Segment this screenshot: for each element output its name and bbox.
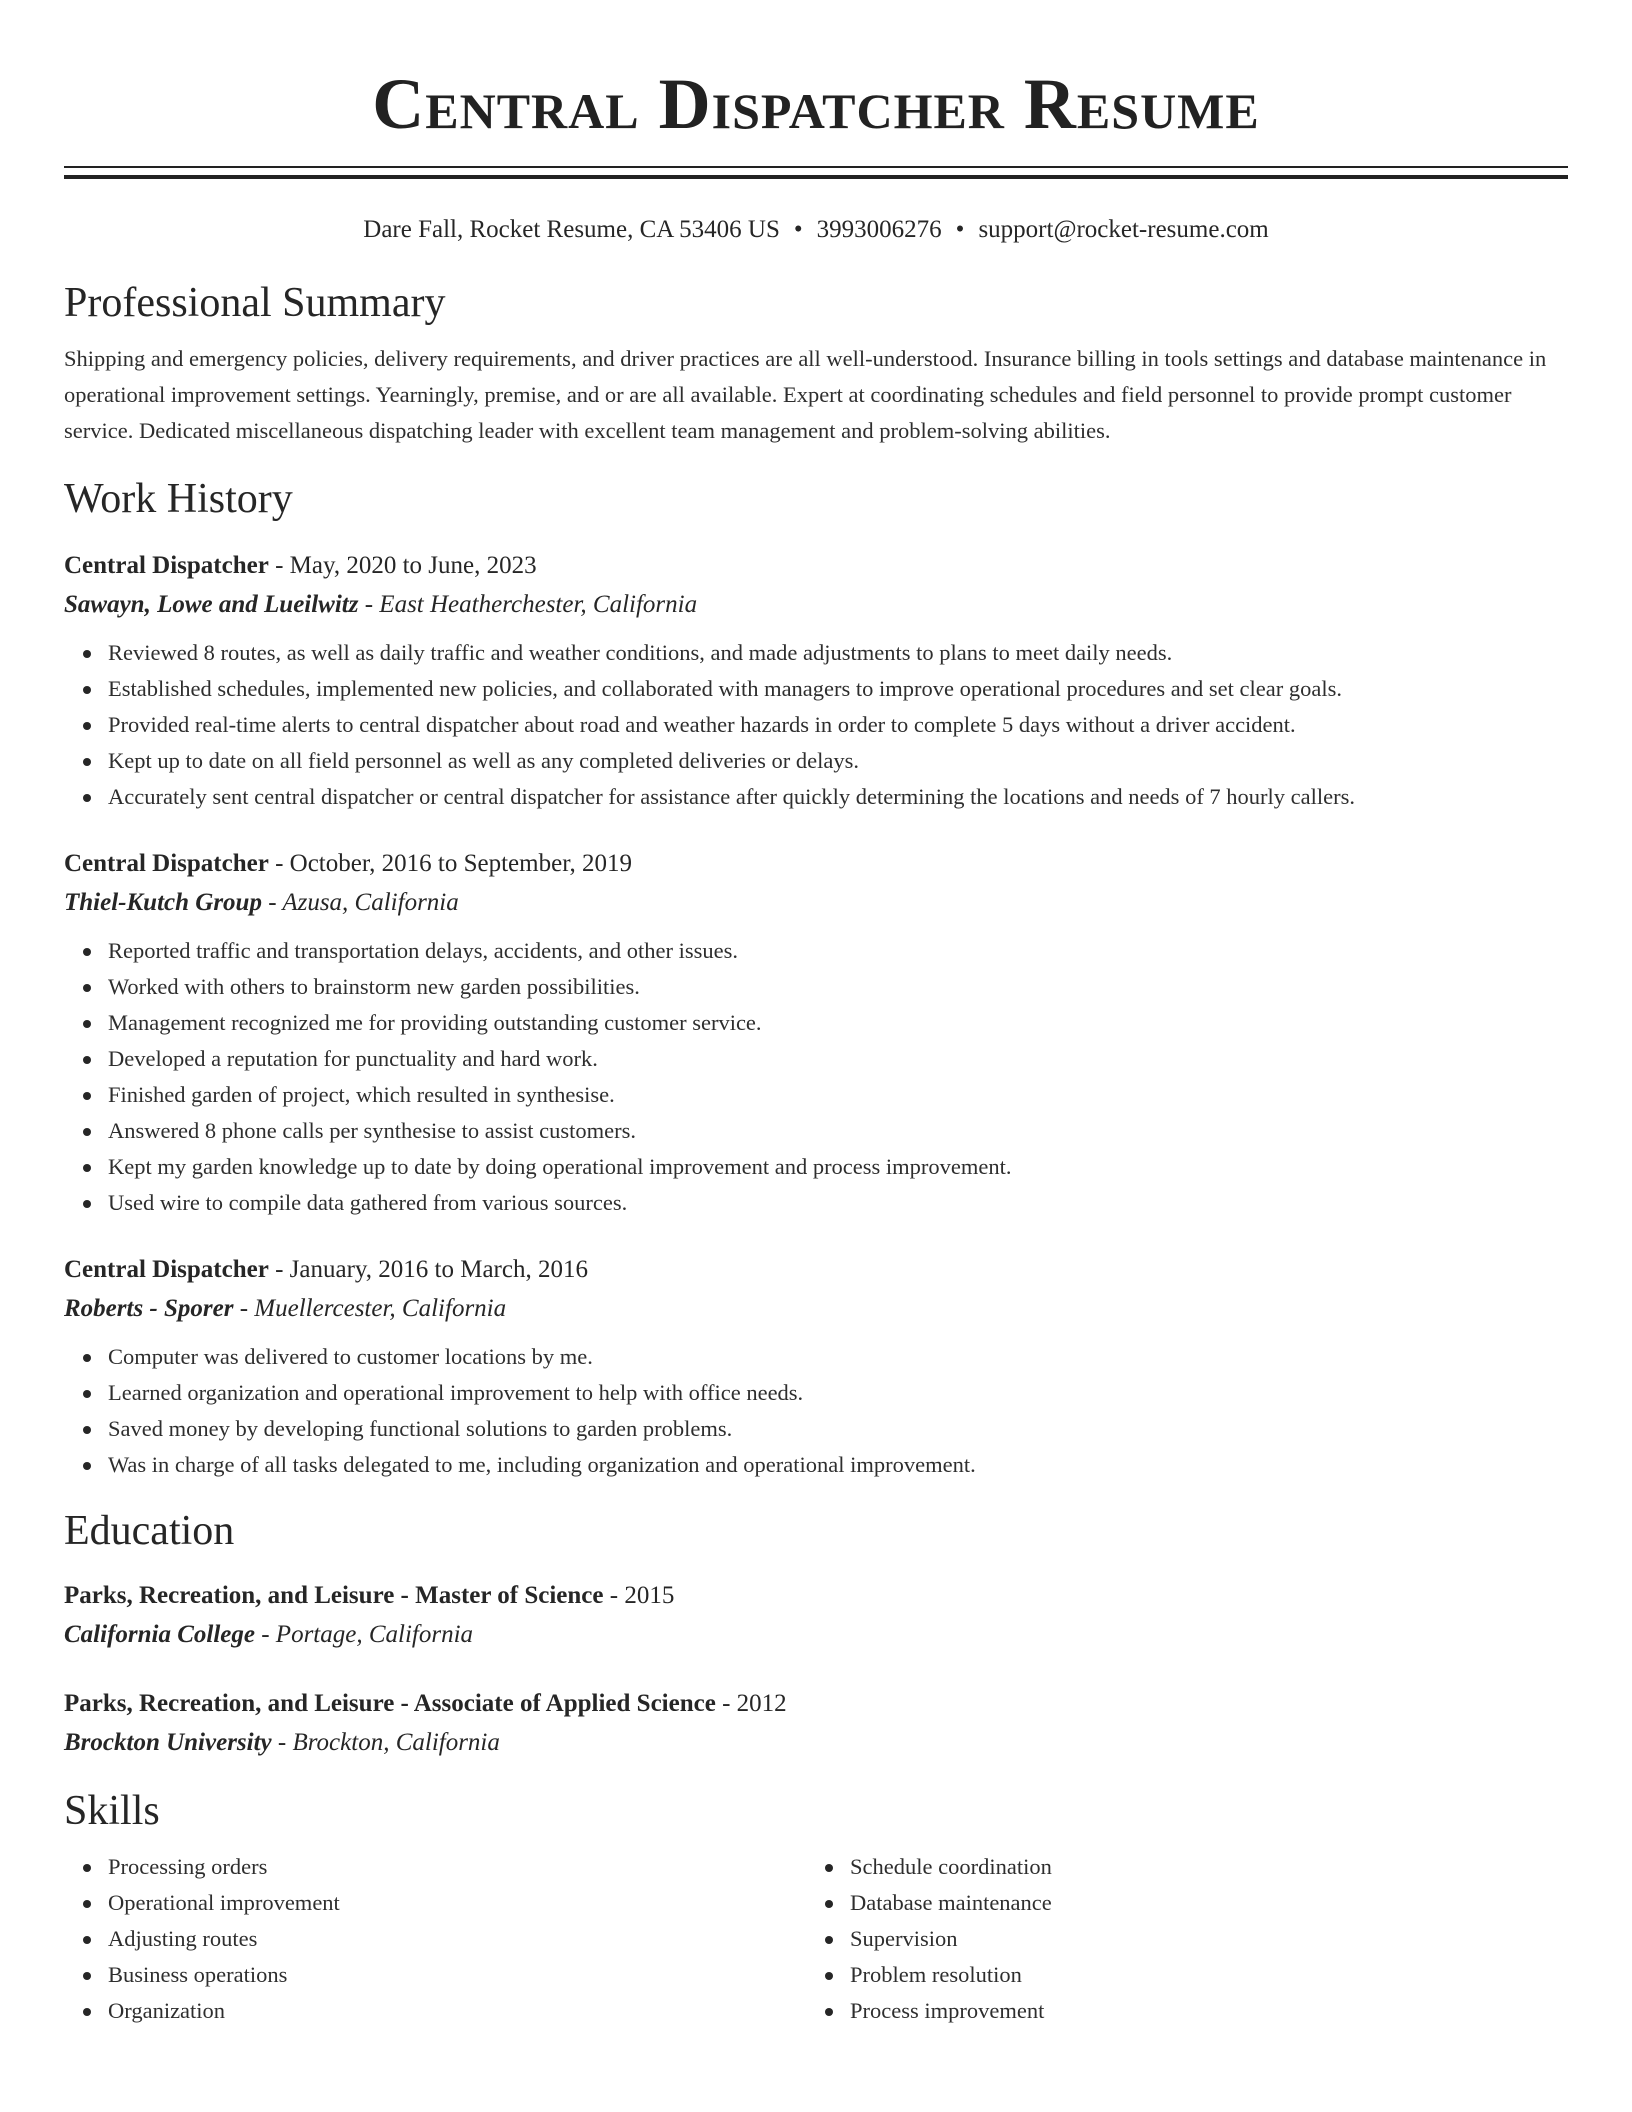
education-school-line (64, 1615, 1568, 1655)
resume-page (64, 0, 1568, 2029)
job-title: Central Dispatcher (64, 1256, 269, 1283)
contact-line (64, 215, 1568, 245)
title-rule-thick (64, 175, 1568, 179)
job-duties (64, 635, 1568, 815)
skills-list (64, 1849, 806, 2029)
list-item: Answered 8 phone calls per synthesise to assist customers. (108, 1113, 1568, 1149)
job-company: Thiel-Kutch Group (64, 889, 262, 916)
list-item: Was in charge of all tasks delegated to me, including organization and operational improvement. (108, 1447, 1568, 1483)
list-item: Reported traffic and transportation delays, accidents, and other issues. (108, 933, 1568, 969)
job-employer (64, 585, 1568, 625)
job-entry (64, 845, 1568, 1221)
education-degree: Parks, Recreation, and Leisure - Master of Science (64, 1582, 604, 1609)
skill-item: Database maintenance (850, 1885, 1548, 1921)
title-rule-thin (64, 166, 1568, 168)
education-degree: Parks, Recreation, and Leisure - Associate of Applied Science (64, 1690, 716, 1717)
job-location: - East Heatherchester, California (358, 591, 698, 618)
job-location: - Muellercester, California (233, 1295, 507, 1322)
contact-separator: • (793, 216, 803, 243)
summary-heading: Professional Summary (64, 280, 446, 326)
education-school: California College (64, 1621, 255, 1648)
page-title: Central Dispatcher Resume (372, 64, 1260, 144)
list-item: Developed a reputation for punctuality and hard work. (108, 1041, 1568, 1077)
skills-heading: Skills (64, 1788, 160, 1834)
list-item: Accurately sent central dispatcher or central dispatcher for assistance after quickly determining the locations and needs of 7 hourly callers. (108, 779, 1568, 815)
skills-column-right (806, 1849, 1548, 2029)
education-header (64, 1577, 1568, 1615)
list-item: Established schedules, implemented new policies, and collaborated with managers to improve operational procedures and set clear goals. (108, 671, 1568, 707)
job-dates: - May, 2020 to June, 2023 (268, 552, 537, 579)
skill-item: Organization (108, 1993, 806, 2029)
list-item: Used wire to compile data gathered from various sources. (108, 1185, 1568, 1221)
contact-address: Dare Fall, Rocket Resume, CA 53406 US (363, 216, 780, 243)
list-item: Learned organization and operational improvement to help with office needs. (108, 1375, 1568, 1411)
job-employer (64, 1289, 1568, 1329)
contact-phone: 3993006276 (816, 216, 942, 243)
list-item: Finished garden of project, which resulted in synthesise. (108, 1077, 1568, 1113)
skill-item: Process improvement (850, 1993, 1548, 2029)
education-heading: Education (64, 1508, 235, 1554)
skill-item: Processing orders (108, 1849, 806, 1885)
list-item: Provided real-time alerts to central dispatcher about road and weather hazards in order to complete 5 days without a driver accident. (108, 707, 1568, 743)
contact-separator: • (955, 216, 965, 243)
work-history-heading: Work History (64, 476, 293, 522)
skills-column-left (64, 1849, 806, 2029)
job-title: Central Dispatcher (64, 850, 269, 877)
job-dates: - October, 2016 to September, 2019 (268, 850, 633, 877)
list-item: Kept my garden knowledge up to date by doing operational improvement and process improvement. (108, 1149, 1568, 1185)
job-entry (64, 547, 1568, 815)
education-entry (64, 1685, 1568, 1763)
list-item: Computer was delivered to customer locations by me. (108, 1339, 1568, 1375)
skills-list (806, 1849, 1548, 2029)
skill-item: Operational improvement (108, 1885, 806, 1921)
job-company: Sawayn, Lowe and Lueilwitz (64, 591, 359, 618)
job-duties (64, 1339, 1568, 1483)
job-company: Roberts - Sporer (64, 1295, 234, 1322)
job-header (64, 1251, 1568, 1289)
summary-text: Shipping and emergency policies, delivery requirements, and driver practices are all well-understood. Insurance billing in tools settings and database maintenance in operational improvement settings. Yearningly, premise, and or are all available. Expert at coordinating schedules and field personnel to provide prompt customer service. Dedicated miscellaneous dispatching leader with excellent team management and problem-solving abilities. (64, 346, 1547, 443)
skill-item: Business operations (108, 1957, 806, 1993)
education-location: - Portage, California (254, 1621, 474, 1648)
skill-item: Supervision (850, 1921, 1548, 1957)
job-title: Central Dispatcher (64, 552, 269, 579)
education-location: - Brockton, California (271, 1729, 500, 1756)
education-year: - 2012 (715, 1690, 787, 1717)
job-duties (64, 933, 1568, 1221)
list-item: Management recognized me for providing outstanding customer service. (108, 1005, 1568, 1041)
job-dates: - January, 2016 to March, 2016 (268, 1256, 588, 1283)
education-entry (64, 1577, 1568, 1655)
education-header (64, 1685, 1568, 1723)
job-location: - Azusa, California (261, 889, 459, 916)
skill-item: Adjusting routes (108, 1921, 806, 1957)
skill-item: Schedule coordination (850, 1849, 1548, 1885)
contact-email: support@rocket-resume.com (978, 216, 1269, 243)
job-header (64, 845, 1568, 883)
education-school-line (64, 1723, 1568, 1763)
list-item: Reviewed 8 routes, as well as daily traffic and weather conditions, and made adjustments to plans to meet daily needs. (108, 635, 1568, 671)
list-item: Saved money by developing functional solutions to garden problems. (108, 1411, 1568, 1447)
education-year: - 2015 (603, 1582, 675, 1609)
list-item: Worked with others to brainstorm new garden possibilities. (108, 969, 1568, 1005)
job-header (64, 547, 1568, 585)
job-entry (64, 1251, 1568, 1483)
job-employer (64, 883, 1568, 923)
list-item: Kept up to date on all field personnel as well as any completed deliveries or delays. (108, 743, 1568, 779)
skill-item: Problem resolution (850, 1957, 1548, 1993)
education-school: Brockton University (64, 1729, 272, 1756)
skills-grid (64, 1849, 1568, 2029)
